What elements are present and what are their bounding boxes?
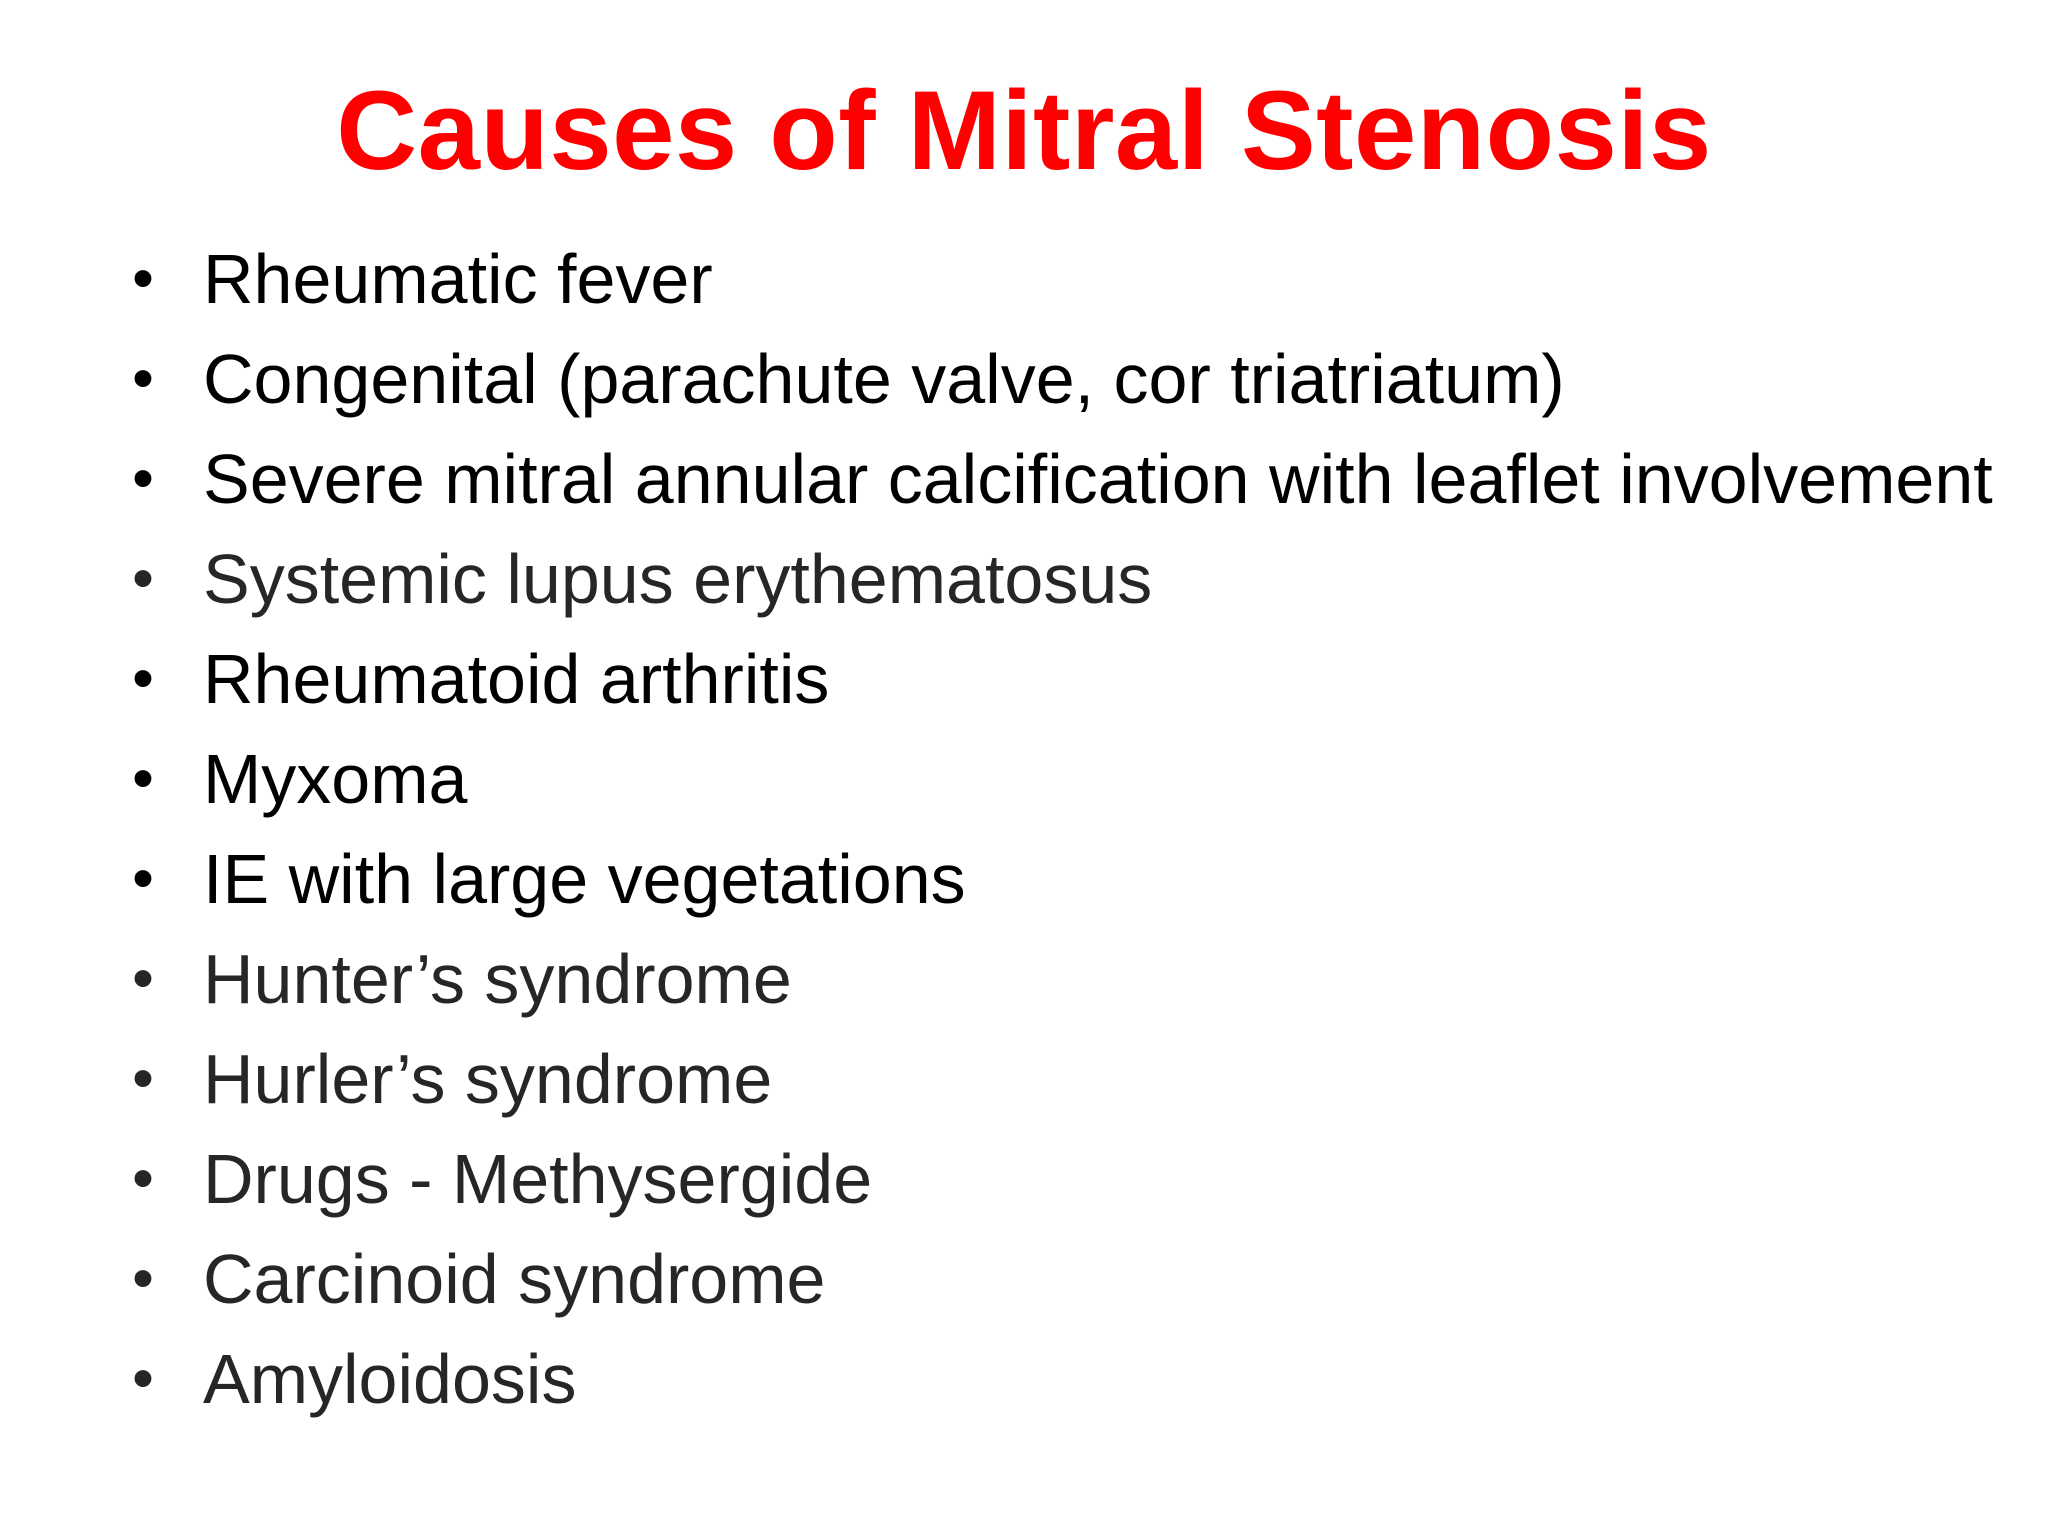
list-item-text: Hunter’s syndrome [203,940,792,1018]
bullet-icon: • [132,944,154,1013]
list-item-text: Rheumatoid arthritis [203,640,830,718]
bullet-icon: • [132,644,154,713]
slide-title: Causes of Mitral Stenosis [336,68,1712,193]
bullet-icon: • [132,1044,154,1113]
bullet-icon: • [132,344,154,413]
list-item-text: Myxoma [203,740,468,818]
bullet-icon: • [132,1244,154,1313]
list-item-text: Drugs - Methysergide [203,1140,873,1218]
list-item-text: Hurler’s syndrome [203,1040,773,1118]
bullet-icon: • [132,1144,154,1213]
bullet-icon: • [132,1344,154,1413]
list-item-text: Congenital (parachute valve, cor triatriatum) [203,340,1565,418]
list-item-text: Carcinoid syndrome [203,1240,826,1318]
list-item-text: IE with large vegetations [203,840,966,918]
list-item-text: Rheumatic fever [203,240,713,318]
bullet-icon: • [132,744,154,813]
bullet-icon: • [132,844,154,913]
list-item-text: Amyloidosis [203,1340,577,1418]
bullet-icon: • [132,444,154,513]
bullet-icon: • [132,544,154,613]
list-item-text: Severe mitral annular calcification with leaflet involvement [203,440,1993,518]
bullet-icon: • [132,244,154,313]
list-item-text: Systemic lupus erythematosus [203,540,1153,618]
